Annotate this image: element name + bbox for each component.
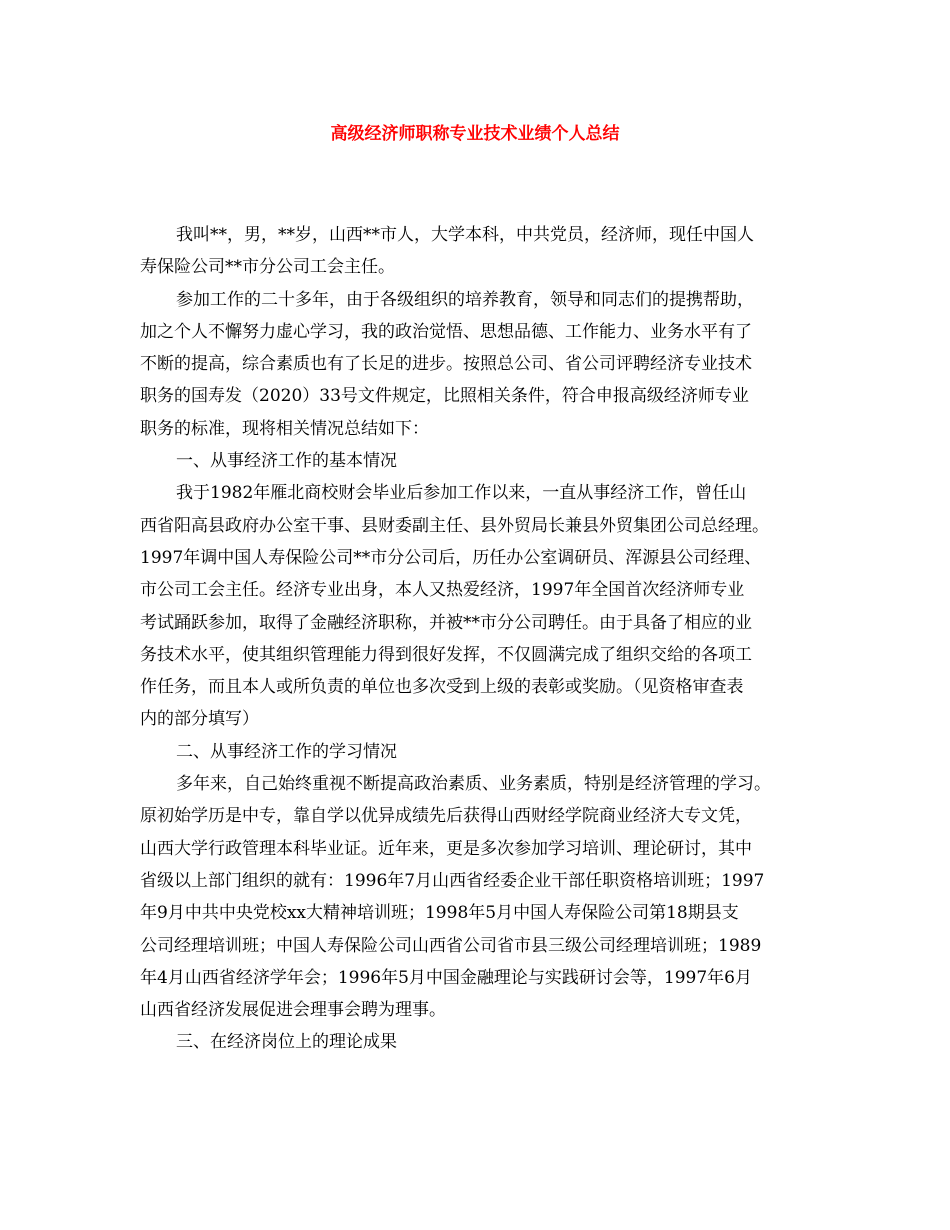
section-heading: 三、在经济岗位上的理论成果 bbox=[176, 1032, 397, 1053]
section-heading: 一、从事经济工作的基本情况 bbox=[176, 451, 397, 472]
text-line: 务技术水平，使其组织管理能力得到很好发挥，不仅圆满完成了组织交给的各项工 bbox=[140, 644, 752, 665]
text-line: 考试踊跃参加，取得了金融经济职称，并被**市分公司聘任。由于具备了相应的业 bbox=[140, 612, 752, 633]
document-title: 高级经济师职称专业技术业绩个人总结 bbox=[330, 124, 620, 144]
text-line: 西省阳高县政府办公室干事、县财委副主任、县外贸局长兼县外贸集团公司总经理。 bbox=[140, 515, 769, 536]
text-line: 不断的提高，综合素质也有了长足的进步。按照总公司、省公司评聘经济专业技术 bbox=[140, 354, 752, 375]
text-line: 山西省经济发展促进会理事会聘为理事。 bbox=[140, 1000, 446, 1021]
text-line: 寿保险公司**市分公司工会主任。 bbox=[140, 257, 395, 278]
text-line: 山西大学行政管理本科毕业证。近年来，更是多次参加学习培训、理论研讨，其中 bbox=[140, 838, 752, 859]
text-line: 年4月山西省经济学年会；1996年5月中国金融理论与实践研讨会等，1997年6月 bbox=[140, 967, 752, 988]
text-line: 作任务，而且本人或所负责的单位也多次受到上级的表彰或奖励。（见资格审查表 bbox=[140, 677, 744, 698]
section-heading: 二、从事经济工作的学习情况 bbox=[176, 741, 397, 762]
text-line: 年9月中共中央党校xx大精神培训班；1998年5月中国人寿保险公司第18期县支 bbox=[140, 903, 739, 924]
text-line: 省级以上部门组织的就有：1996年7月山西省经委企业干部任职资格培训班；1997 bbox=[140, 870, 765, 891]
text-line: 多年来，自己始终重视不断提高政治素质、业务素质，特别是经济管理的学习。 bbox=[176, 774, 771, 795]
text-line: 参加工作的二十多年，由于各级组织的培养教育，领导和同志们的提携帮助， bbox=[176, 289, 754, 310]
text-line: 市公司工会主任。经济专业出身，本人又热爱经济，1997年全国首次经济师专业 bbox=[140, 580, 745, 601]
text-line: 原初始学历是中专，靠自学以优异成绩先后获得山西财经学院商业经济大专文凭， bbox=[140, 806, 752, 827]
text-line: 加之个人不懈努力虚心学习，我的政治觉悟、思想品德、工作能力、业务水平有了 bbox=[140, 321, 752, 342]
text-line: 公司经理培训班；中国人寿保险公司山西省公司省市县三级公司经理培训班；1989 bbox=[140, 935, 762, 956]
text-line: 我叫**，男，**岁，山西**市人，大学本科，中共党员，经济师，现任中国人 bbox=[176, 225, 754, 245]
text-line: 职务的标准，现将相关情况总结如下： bbox=[140, 418, 429, 439]
text-line: 1997年调中国人寿保险公司**市分公司后，历任办公室调研员、浑源县公司经理、 bbox=[140, 547, 762, 568]
text-line: 我于1982年雁北商校财会毕业后参加工作以来，一直从事经济工作，曾任山 bbox=[176, 483, 747, 504]
document-body bbox=[140, 219, 820, 1059]
text-line: 职务的国寿发（2020）33号文件规定，比照相关条件，符合申报高级经济师专业 bbox=[140, 386, 749, 407]
text-line: 内的部分填写） bbox=[140, 709, 259, 730]
